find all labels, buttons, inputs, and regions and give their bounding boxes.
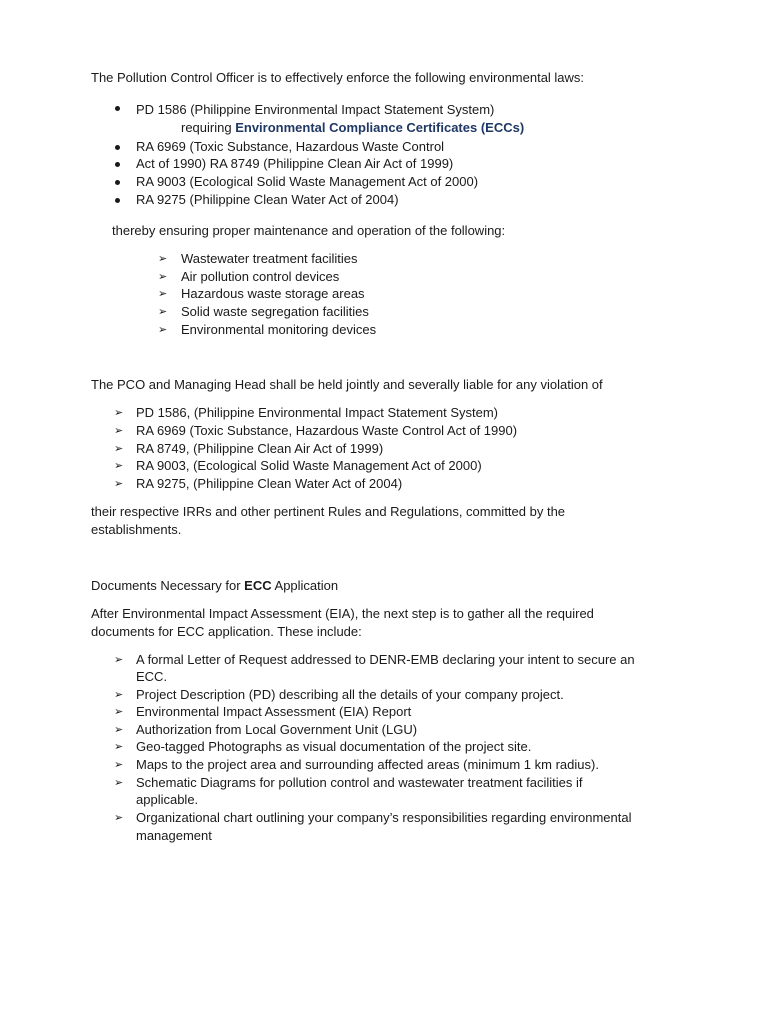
document-item: A formal Letter of Request addressed to DENR-EMB declaring your intent to secure an [136,652,635,667]
after-eia-line: documents for ECC application. These include: [91,624,362,639]
arrow-bullet-icon: ➢ [114,425,124,437]
facility-item: Air pollution control devices [181,269,340,284]
arrow-bullet-icon: ➢ [114,460,124,472]
document-item: Organizational chart outlining your company’s responsibilities regarding environmental [136,810,632,825]
arrow-bullet-icon: ➢ [114,443,124,455]
arrow-bullet-icon: ➢ [114,777,124,789]
violation-item: RA 6969 (Toxic Substance, Hazardous Waste Control Act of 1990) [136,423,518,438]
violation-item: RA 9275, (Philippine Clean Water Act of 2004) [136,476,403,491]
law-item: RA 9003 (Ecological Solid Waste Management Act of 2000) [136,174,479,189]
arrow-bullet-icon: ➢ [114,741,124,753]
after-eia-line: After Environmental Impact Assessment (EIA), the next step is to gather all the required [91,606,594,621]
violation-item: PD 1586, (Philippine Environmental Impact Statement System) [136,405,499,420]
irr-paragraph-line: their respective IRRs and other pertinent Rules and Regulations, committed by the [91,504,566,519]
document-item: Authorization from Local Government Unit (LGU) [136,722,418,737]
violation-item: RA 9003, (Ecological Solid Waste Management Act of 2000) [136,458,482,473]
arrow-bullet-icon: ➢ [158,324,168,336]
law-item: PD 1586 (Philippine Environmental Impact Statement System) [136,102,495,117]
document-item-continuation: management [136,828,212,843]
facility-item: Solid waste segregation facilities [181,304,369,319]
law-item: RA 6969 (Toxic Substance, Hazardous Waste Control [136,139,445,154]
arrow-bullet-icon: ➢ [114,407,124,419]
document-item: Project Description (PD) describing all the details of your company project. [136,687,564,702]
document-item: Environmental Impact Assessment (EIA) Report [136,704,412,719]
document-item-continuation: ECC. [136,669,168,684]
arrow-bullet-icon: ➢ [158,306,168,318]
bullet-icon [115,198,120,203]
bullet-icon [115,162,120,167]
law-item-continuation [181,119,524,137]
document-item: Maps to the project area and surrounding affected areas (minimum 1 km radius). [136,757,599,772]
arrow-bullet-icon: ➢ [114,759,124,771]
facility-item: Environmental monitoring devices [181,322,377,337]
heading-suffix: Application [271,578,339,593]
facility-item: Hazardous waste storage areas [181,286,365,301]
intro-paragraph: The Pollution Control Officer is to effectively enforce the following environmental laws: [91,70,585,85]
arrow-bullet-icon: ➢ [114,689,124,701]
arrow-bullet-icon: ➢ [114,812,124,824]
law-item: RA 9275 (Philippine Clean Water Act of 2004) [136,192,399,207]
law-item: Act of 1990) RA 8749 (Philippine Clean Air Act of 1999) [136,156,454,171]
bullet-icon [115,106,120,111]
bullet-icon [115,145,120,150]
document-item: Geo-tagged Photographs as visual documentation of the project site. [136,739,532,754]
irr-paragraph-line: establishments. [91,522,182,537]
facility-item: Wastewater treatment facilities [181,251,358,266]
heading-prefix: Documents Necessary for [91,578,245,593]
arrow-bullet-icon: ➢ [114,724,124,736]
arrow-bullet-icon: ➢ [158,271,168,283]
bullet-icon [115,180,120,185]
documents-heading [91,577,338,595]
arrow-bullet-icon: ➢ [114,654,124,666]
arrow-bullet-icon: ➢ [158,288,168,300]
heading-ecc: ECC [244,578,272,593]
arrow-bullet-icon: ➢ [158,253,168,265]
ecc-highlight: Environmental Compliance Certificates (ECCs) [235,120,525,135]
requiring-text: requiring [181,120,236,135]
arrow-bullet-icon: ➢ [114,706,124,718]
document-item: Schematic Diagrams for pollution control and wastewater treatment facilities if [136,775,583,790]
arrow-bullet-icon: ➢ [114,478,124,490]
violation-item: RA 8749, (Philippine Clean Air Act of 1999) [136,441,384,456]
liability-paragraph: The PCO and Managing Head shall be held jointly and severally liable for any violation of [91,377,603,392]
document-item-continuation: applicable. [136,792,199,807]
thereby-paragraph: thereby ensuring proper maintenance and operation of the following: [112,223,506,238]
